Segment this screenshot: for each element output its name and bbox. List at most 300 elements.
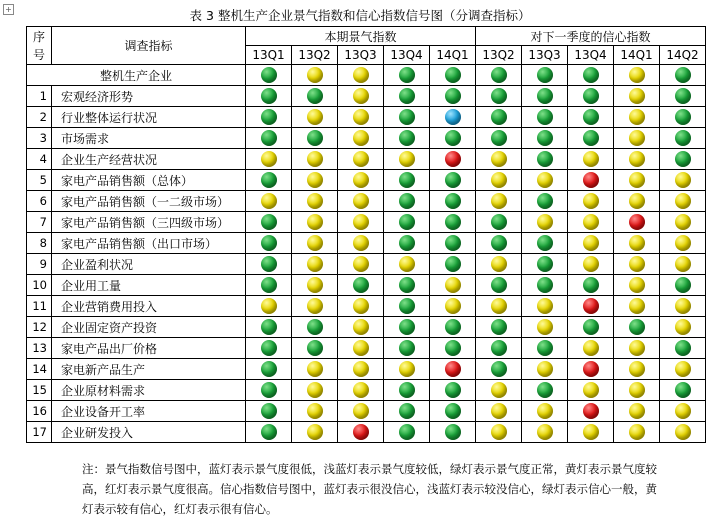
- red-lamp-icon: [445, 361, 461, 377]
- green-lamp-icon: [353, 277, 369, 293]
- green-lamp-icon: [445, 340, 461, 356]
- yellow-lamp-icon: [261, 151, 277, 167]
- signal-cell: [384, 107, 430, 128]
- yellow-lamp-icon: [537, 424, 553, 440]
- yellow-lamp-icon: [445, 277, 461, 293]
- yellow-lamp-icon: [675, 214, 691, 230]
- signal-cell: [246, 86, 292, 107]
- summary-label: 整机生产企业: [27, 65, 246, 86]
- signal-cell: [476, 191, 522, 212]
- signal-cell: [614, 86, 660, 107]
- period-header-next: 14Q2: [660, 46, 706, 65]
- signal-cell: [384, 128, 430, 149]
- row-number: 15: [27, 380, 52, 401]
- green-lamp-icon: [583, 67, 599, 83]
- signal-cell: [660, 86, 706, 107]
- row-number: 11: [27, 296, 52, 317]
- green-lamp-icon: [491, 109, 507, 125]
- signal-cell: [522, 149, 568, 170]
- signal-cell: [246, 296, 292, 317]
- yellow-lamp-icon: [583, 151, 599, 167]
- signal-cell: [338, 233, 384, 254]
- green-lamp-icon: [445, 130, 461, 146]
- yellow-lamp-icon: [307, 256, 323, 272]
- yellow-lamp-icon: [629, 277, 645, 293]
- period-header-current: 14Q1: [430, 46, 476, 65]
- green-lamp-icon: [399, 88, 415, 104]
- signal-cell: [614, 422, 660, 443]
- signal-cell: [614, 338, 660, 359]
- signal-cell: [430, 401, 476, 422]
- green-lamp-icon: [261, 256, 277, 272]
- green-lamp-icon: [537, 193, 553, 209]
- signal-table: [26, 26, 706, 443]
- signal-cell: [660, 338, 706, 359]
- yellow-lamp-icon: [675, 403, 691, 419]
- green-lamp-icon: [537, 88, 553, 104]
- green-lamp-icon: [445, 67, 461, 83]
- signal-cell: [568, 170, 614, 191]
- table-row: [27, 422, 706, 443]
- signal-cell: [338, 86, 384, 107]
- signal-cell: [568, 422, 614, 443]
- yellow-lamp-icon: [629, 130, 645, 146]
- green-lamp-icon: [261, 340, 277, 356]
- yellow-lamp-icon: [583, 382, 599, 398]
- indicator-name: 家电产品销售额（一二级市场）: [52, 191, 246, 212]
- green-lamp-icon: [491, 88, 507, 104]
- signal-cell: [660, 149, 706, 170]
- signal-cell: [660, 380, 706, 401]
- signal-cell: [476, 65, 522, 86]
- green-lamp-icon: [399, 277, 415, 293]
- signal-cell: [430, 338, 476, 359]
- indicator-name: 企业用工量: [52, 275, 246, 296]
- signal-cell: [338, 401, 384, 422]
- yellow-lamp-icon: [491, 193, 507, 209]
- yellow-lamp-icon: [261, 298, 277, 314]
- signal-cell: [384, 317, 430, 338]
- signal-cell: [522, 401, 568, 422]
- signal-cell: [522, 359, 568, 380]
- yellow-lamp-icon: [629, 151, 645, 167]
- yellow-lamp-icon: [629, 193, 645, 209]
- indicator-name: 企业研发投入: [52, 422, 246, 443]
- yellow-lamp-icon: [675, 256, 691, 272]
- indicator-name: 企业盈利状况: [52, 254, 246, 275]
- table-row: [27, 149, 706, 170]
- signal-cell: [476, 149, 522, 170]
- yellow-lamp-icon: [307, 67, 323, 83]
- yellow-lamp-icon: [307, 172, 323, 188]
- green-lamp-icon: [583, 109, 599, 125]
- yellow-lamp-icon: [353, 109, 369, 125]
- row-number: 2: [27, 107, 52, 128]
- signal-cell: [522, 422, 568, 443]
- signal-cell: [292, 317, 338, 338]
- table-row: [27, 128, 706, 149]
- yellow-lamp-icon: [629, 256, 645, 272]
- green-lamp-icon: [583, 319, 599, 335]
- signal-cell: [568, 86, 614, 107]
- signal-cell: [568, 401, 614, 422]
- signal-cell: [384, 359, 430, 380]
- signal-cell: [568, 359, 614, 380]
- green-lamp-icon: [307, 319, 323, 335]
- signal-cell: [384, 170, 430, 191]
- signal-cell: [660, 254, 706, 275]
- yellow-lamp-icon: [629, 172, 645, 188]
- header-indicator: 调查指标: [52, 27, 246, 65]
- lightblue-lamp-icon: [445, 109, 461, 125]
- signal-cell: [430, 191, 476, 212]
- green-lamp-icon: [307, 130, 323, 146]
- signal-cell: [568, 128, 614, 149]
- green-lamp-icon: [399, 67, 415, 83]
- signal-cell: [384, 65, 430, 86]
- signal-cell: [338, 65, 384, 86]
- yellow-lamp-icon: [675, 361, 691, 377]
- signal-cell: [384, 233, 430, 254]
- signal-cell: [614, 212, 660, 233]
- green-lamp-icon: [537, 130, 553, 146]
- signal-cell: [614, 401, 660, 422]
- yellow-lamp-icon: [675, 172, 691, 188]
- yellow-lamp-icon: [537, 361, 553, 377]
- signal-cell: [338, 317, 384, 338]
- green-lamp-icon: [261, 109, 277, 125]
- yellow-lamp-icon: [307, 424, 323, 440]
- signal-cell: [246, 338, 292, 359]
- table-row: [27, 275, 706, 296]
- signal-cell: [292, 107, 338, 128]
- signal-cell: [476, 275, 522, 296]
- signal-cell: [476, 338, 522, 359]
- signal-cell: [246, 359, 292, 380]
- signal-cell: [292, 170, 338, 191]
- signal-cell: [476, 359, 522, 380]
- table-row: [27, 338, 706, 359]
- signal-cell: [246, 128, 292, 149]
- signal-cell: [476, 107, 522, 128]
- signal-cell: [430, 317, 476, 338]
- signal-cell: [660, 233, 706, 254]
- signal-cell: [476, 212, 522, 233]
- signal-cell: [568, 107, 614, 128]
- signal-cell: [660, 401, 706, 422]
- yellow-lamp-icon: [537, 298, 553, 314]
- signal-cell: [430, 65, 476, 86]
- signal-cell: [338, 254, 384, 275]
- green-lamp-icon: [445, 235, 461, 251]
- signal-cell: [338, 296, 384, 317]
- signal-cell: [338, 149, 384, 170]
- table-row: [27, 380, 706, 401]
- indicator-name: 家电产品销售额（出口市场）: [52, 233, 246, 254]
- yellow-lamp-icon: [629, 235, 645, 251]
- signal-cell: [660, 191, 706, 212]
- green-lamp-icon: [675, 340, 691, 356]
- period-header-next: 13Q2: [476, 46, 522, 65]
- signal-cell: [522, 86, 568, 107]
- green-lamp-icon: [491, 235, 507, 251]
- table-row: [27, 233, 706, 254]
- green-lamp-icon: [537, 256, 553, 272]
- row-number: 10: [27, 275, 52, 296]
- table-row: [27, 191, 706, 212]
- yellow-lamp-icon: [675, 298, 691, 314]
- green-lamp-icon: [261, 88, 277, 104]
- signal-cell: [246, 170, 292, 191]
- row-number: 6: [27, 191, 52, 212]
- signal-cell: [522, 296, 568, 317]
- indicator-name: 家电产品出厂价格: [52, 338, 246, 359]
- indicator-name: 企业营销费用投入: [52, 296, 246, 317]
- signal-cell: [384, 254, 430, 275]
- signal-cell: [660, 275, 706, 296]
- signal-cell: [614, 128, 660, 149]
- table-title: 表 3 整机生产企业景气指数和信心指数信号图（分调查指标）: [189, 8, 531, 23]
- green-lamp-icon: [491, 319, 507, 335]
- table-row: [27, 296, 706, 317]
- yellow-lamp-icon: [583, 424, 599, 440]
- signal-cell: [430, 128, 476, 149]
- signal-cell: [338, 128, 384, 149]
- table-row: [27, 170, 706, 191]
- signal-cell: [522, 317, 568, 338]
- row-number: 4: [27, 149, 52, 170]
- indicator-name: 家电新产品生产: [52, 359, 246, 380]
- signal-cell: [292, 128, 338, 149]
- green-lamp-icon: [399, 214, 415, 230]
- signal-cell: [338, 275, 384, 296]
- indicator-name: 企业设备开工率: [52, 401, 246, 422]
- signal-cell: [292, 401, 338, 422]
- signal-cell: [614, 65, 660, 86]
- signal-cell: [614, 275, 660, 296]
- signal-cell: [292, 380, 338, 401]
- yellow-lamp-icon: [307, 193, 323, 209]
- header-current-group: 本期景气指数: [246, 27, 476, 46]
- signal-cell: [292, 422, 338, 443]
- yellow-lamp-icon: [353, 340, 369, 356]
- signal-cell: [292, 149, 338, 170]
- green-lamp-icon: [491, 67, 507, 83]
- signal-cell: [522, 191, 568, 212]
- green-lamp-icon: [491, 130, 507, 146]
- table-row: [27, 401, 706, 422]
- yellow-lamp-icon: [445, 298, 461, 314]
- signal-cell: [338, 422, 384, 443]
- signal-cell: [384, 338, 430, 359]
- signal-cell: [660, 359, 706, 380]
- table-move-handle-icon[interactable]: +: [3, 4, 14, 15]
- green-lamp-icon: [537, 382, 553, 398]
- signal-cell: [476, 233, 522, 254]
- signal-cell: [292, 338, 338, 359]
- period-header-current: 13Q2: [292, 46, 338, 65]
- signal-cell: [430, 170, 476, 191]
- signal-cell: [384, 296, 430, 317]
- period-header-current: 13Q4: [384, 46, 430, 65]
- signal-cell: [522, 275, 568, 296]
- signal-cell: [292, 296, 338, 317]
- signal-cell: [476, 128, 522, 149]
- signal-cell: [338, 380, 384, 401]
- green-lamp-icon: [445, 382, 461, 398]
- signal-cell: [246, 254, 292, 275]
- table-row: [27, 254, 706, 275]
- signal-cell: [338, 359, 384, 380]
- green-lamp-icon: [537, 151, 553, 167]
- yellow-lamp-icon: [353, 235, 369, 251]
- signal-cell: [292, 212, 338, 233]
- signal-cell: [292, 191, 338, 212]
- yellow-lamp-icon: [353, 193, 369, 209]
- green-lamp-icon: [261, 67, 277, 83]
- row-number: 5: [27, 170, 52, 191]
- signal-cell: [568, 380, 614, 401]
- signal-cell: [568, 296, 614, 317]
- table-row: [27, 212, 706, 233]
- yellow-lamp-icon: [353, 361, 369, 377]
- yellow-lamp-icon: [491, 172, 507, 188]
- yellow-lamp-icon: [675, 319, 691, 335]
- yellow-lamp-icon: [353, 319, 369, 335]
- indicator-name: 企业生产经营状况: [52, 149, 246, 170]
- red-lamp-icon: [583, 298, 599, 314]
- row-number: 14: [27, 359, 52, 380]
- yellow-lamp-icon: [583, 256, 599, 272]
- green-lamp-icon: [491, 277, 507, 293]
- signal-cell: [384, 191, 430, 212]
- signal-cell: [338, 170, 384, 191]
- signal-cell: [522, 65, 568, 86]
- signal-cell: [246, 275, 292, 296]
- signal-cell: [476, 380, 522, 401]
- red-lamp-icon: [583, 361, 599, 377]
- yellow-lamp-icon: [675, 235, 691, 251]
- signal-cell: [522, 128, 568, 149]
- signal-cell: [430, 359, 476, 380]
- yellow-lamp-icon: [353, 88, 369, 104]
- signal-cell: [568, 275, 614, 296]
- yellow-lamp-icon: [629, 403, 645, 419]
- yellow-lamp-icon: [629, 298, 645, 314]
- yellow-lamp-icon: [307, 214, 323, 230]
- red-lamp-icon: [629, 214, 645, 230]
- signal-cell: [476, 86, 522, 107]
- signal-cell: [246, 191, 292, 212]
- green-lamp-icon: [491, 214, 507, 230]
- yellow-lamp-icon: [353, 214, 369, 230]
- green-lamp-icon: [261, 172, 277, 188]
- green-lamp-icon: [445, 193, 461, 209]
- yellow-lamp-icon: [307, 382, 323, 398]
- signal-cell: [660, 212, 706, 233]
- green-lamp-icon: [307, 88, 323, 104]
- table-row: [27, 65, 706, 86]
- yellow-lamp-icon: [261, 193, 277, 209]
- yellow-lamp-icon: [675, 193, 691, 209]
- table-row: [27, 86, 706, 107]
- row-number: 12: [27, 317, 52, 338]
- signal-cell: [568, 191, 614, 212]
- signal-cell: [476, 422, 522, 443]
- indicator-name: 市场需求: [52, 128, 246, 149]
- signal-cell: [430, 149, 476, 170]
- signal-cell: [660, 317, 706, 338]
- signal-cell: [384, 86, 430, 107]
- yellow-lamp-icon: [353, 172, 369, 188]
- table-row: [27, 317, 706, 338]
- green-lamp-icon: [583, 88, 599, 104]
- yellow-lamp-icon: [307, 151, 323, 167]
- signal-cell: [430, 107, 476, 128]
- green-lamp-icon: [399, 298, 415, 314]
- period-header-next: 13Q3: [522, 46, 568, 65]
- signal-cell: [430, 86, 476, 107]
- red-lamp-icon: [583, 403, 599, 419]
- table-body: [27, 65, 706, 443]
- green-lamp-icon: [399, 193, 415, 209]
- signal-cell: [430, 212, 476, 233]
- row-number: 17: [27, 422, 52, 443]
- green-lamp-icon: [537, 235, 553, 251]
- signal-cell: [292, 254, 338, 275]
- signal-cell: [614, 317, 660, 338]
- yellow-lamp-icon: [629, 382, 645, 398]
- yellow-lamp-icon: [353, 256, 369, 272]
- yellow-lamp-icon: [307, 109, 323, 125]
- signal-cell: [476, 254, 522, 275]
- yellow-lamp-icon: [537, 319, 553, 335]
- yellow-lamp-icon: [307, 277, 323, 293]
- signal-cell: [384, 380, 430, 401]
- green-lamp-icon: [307, 340, 323, 356]
- header-seq: 序 号: [27, 27, 52, 65]
- green-lamp-icon: [399, 109, 415, 125]
- yellow-lamp-icon: [307, 361, 323, 377]
- green-lamp-icon: [537, 277, 553, 293]
- green-lamp-icon: [399, 424, 415, 440]
- green-lamp-icon: [261, 361, 277, 377]
- yellow-lamp-icon: [537, 403, 553, 419]
- signal-cell: [568, 254, 614, 275]
- yellow-lamp-icon: [583, 193, 599, 209]
- red-lamp-icon: [583, 172, 599, 188]
- yellow-lamp-icon: [399, 151, 415, 167]
- green-lamp-icon: [399, 130, 415, 146]
- signal-cell: [292, 275, 338, 296]
- yellow-lamp-icon: [491, 403, 507, 419]
- row-number: 7: [27, 212, 52, 233]
- signal-cell: [660, 128, 706, 149]
- green-lamp-icon: [583, 130, 599, 146]
- green-lamp-icon: [445, 214, 461, 230]
- yellow-lamp-icon: [675, 424, 691, 440]
- yellow-lamp-icon: [629, 88, 645, 104]
- green-lamp-icon: [261, 235, 277, 251]
- signal-cell: [292, 65, 338, 86]
- signal-cell: [568, 338, 614, 359]
- signal-cell: [430, 422, 476, 443]
- green-lamp-icon: [445, 88, 461, 104]
- signal-cell: [292, 359, 338, 380]
- signal-cell: [430, 254, 476, 275]
- yellow-lamp-icon: [583, 340, 599, 356]
- green-lamp-icon: [399, 382, 415, 398]
